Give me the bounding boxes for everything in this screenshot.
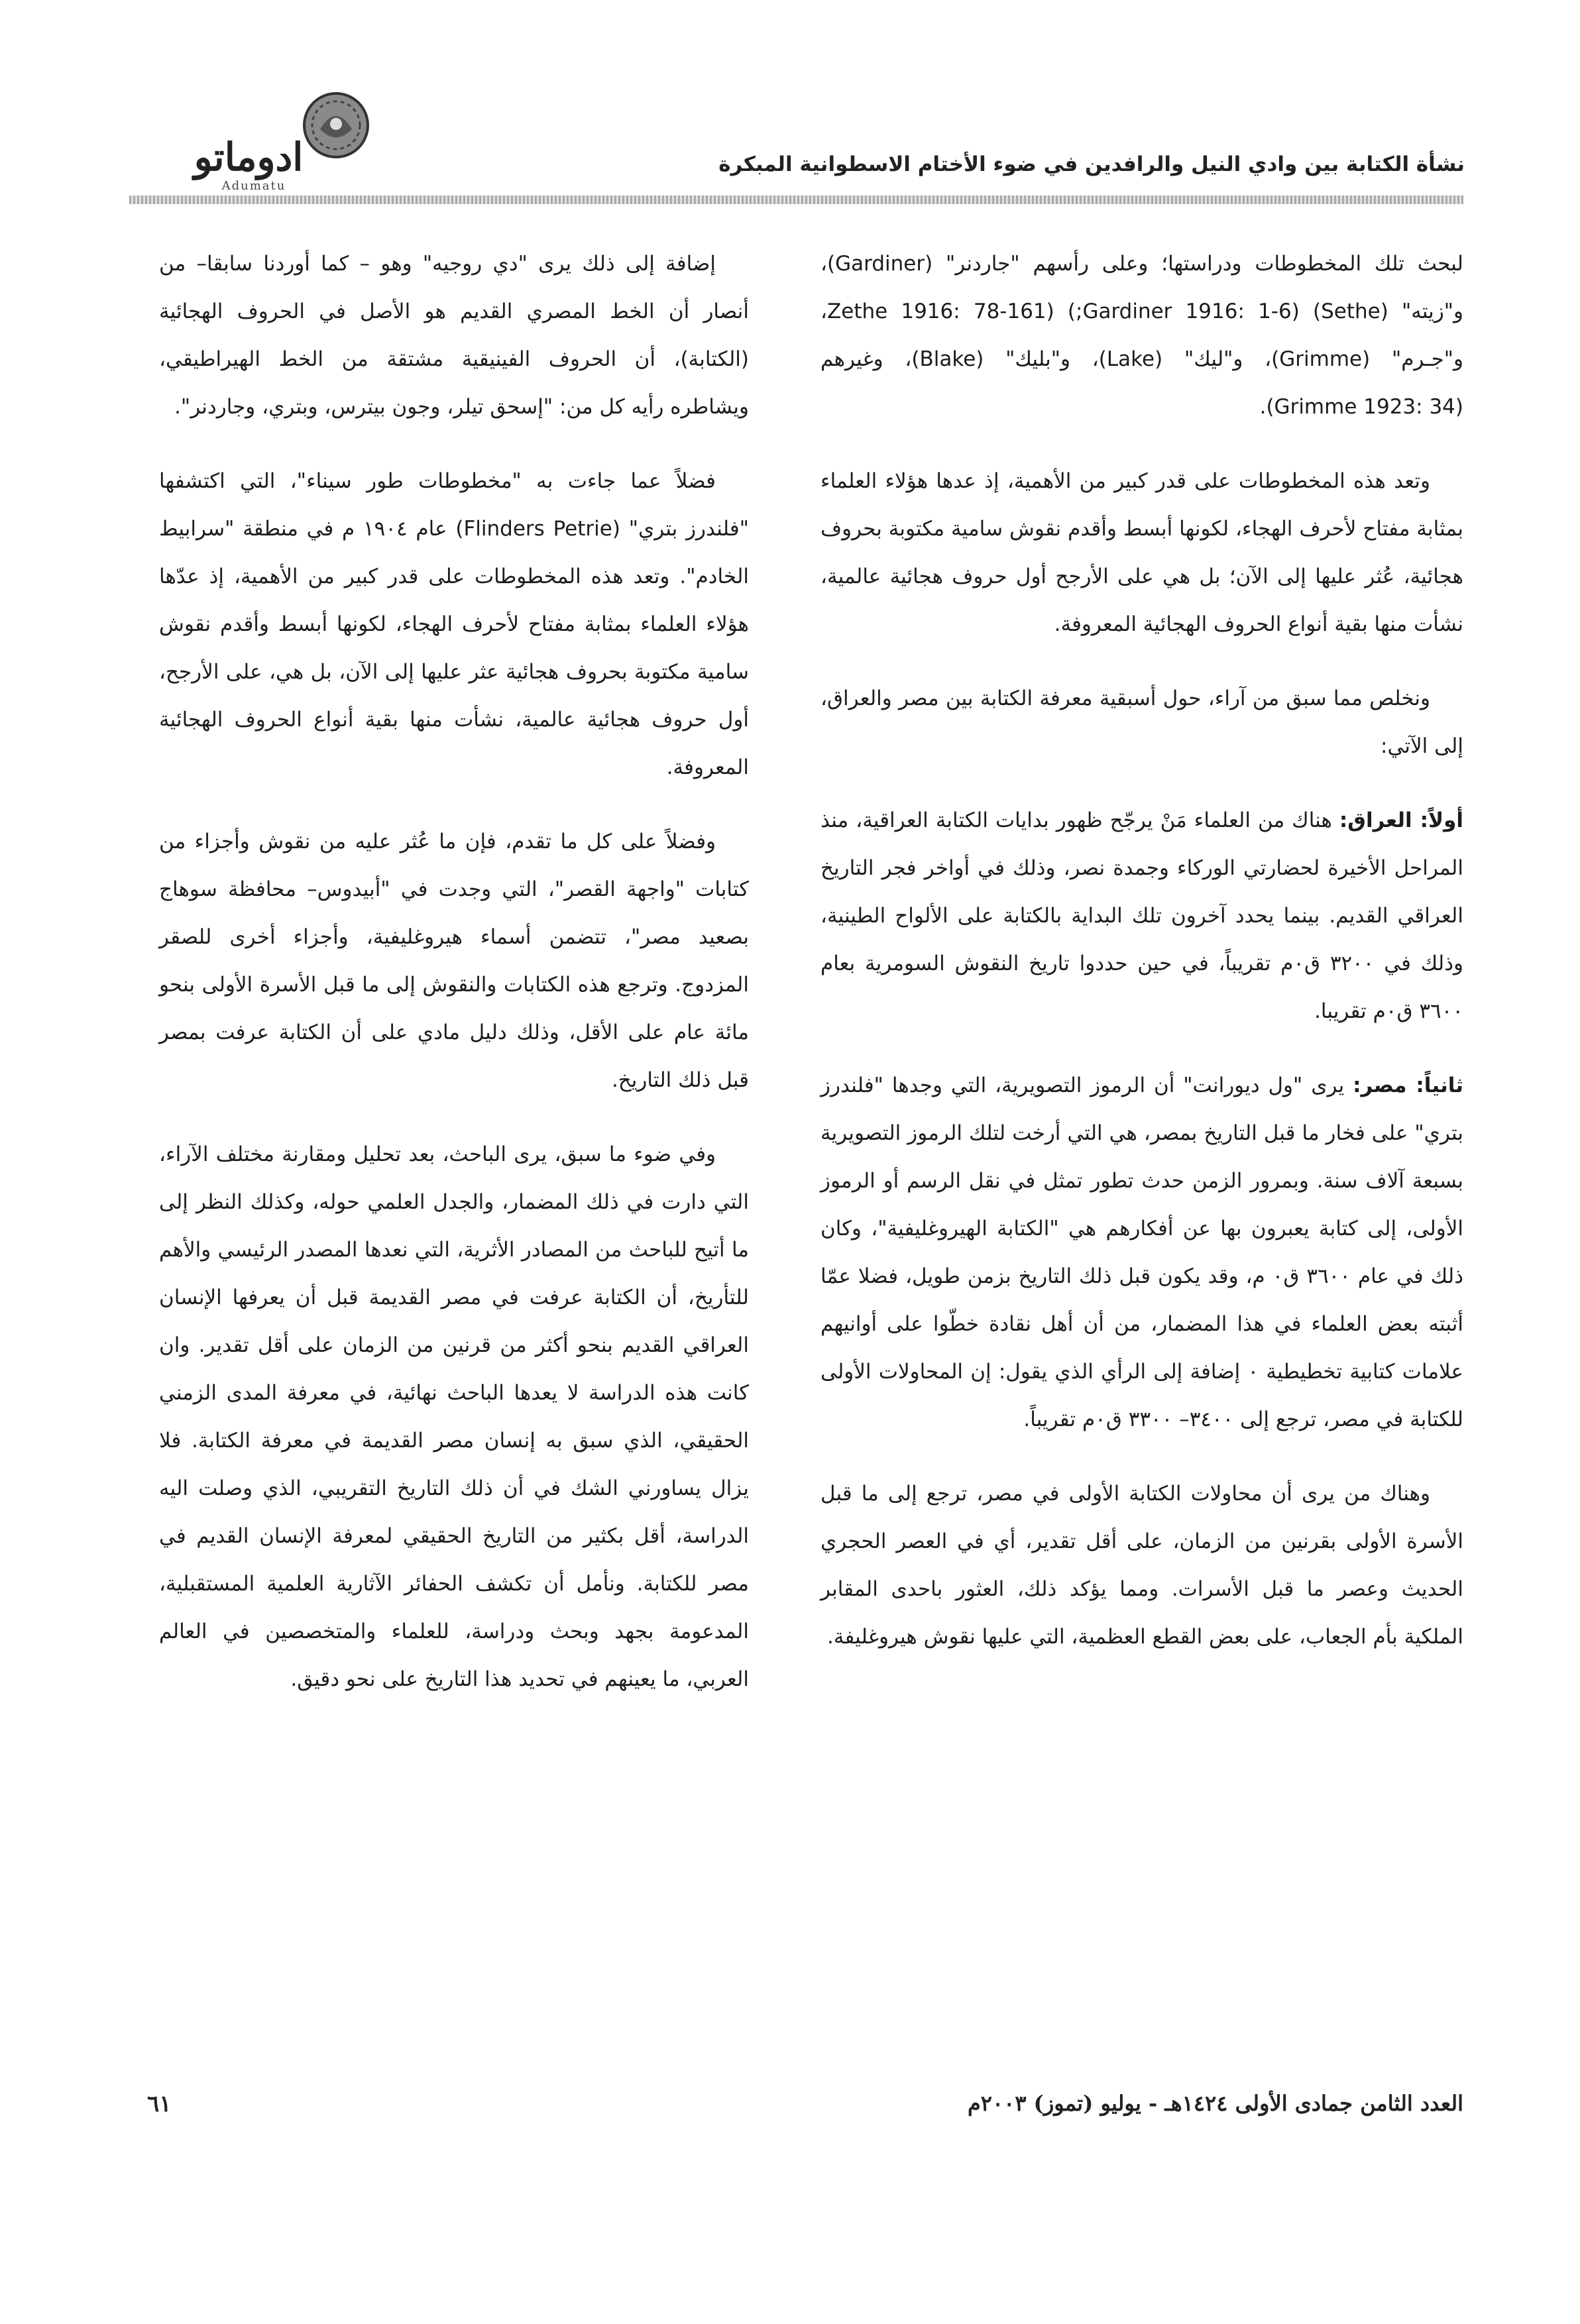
paragraph: وهناك من يرى أن محاولات الكتابة الأولى في مصر، ترجع إلى ما قبل الأسرة الأولى بقرنين من الزمان، على أقل تقدير، أي في العصر الحجري الحديث وعصر ما قبل الأسرات. ومما يؤكد ذلك، العثور باحدى المقابر الملكية بأم الجعاب، على بعض القطع العظمية، التي عليها نقوش هيروغليفة. [820,1482,1463,1649]
right-column [820,240,1463,1687]
logo-wordmark: ادوماتو [194,135,304,180]
paragraph: فضلاً عما جاءت به "مخطوطات طور سيناء"، التي اكتشفها "فلندرز بتري" (Flinders Petrie) عام ١٩٠٤ م في منطقة "سرابيط الخادم". وتعد هذه المخطوطات على قدر كبير من الأهمية، إذ عدّها هؤلاء العلماء بمثابة مفتاح لأحرف الهجاء، لكونها أبسط وأقدم نقوش سامية مكتوبة بحروف هجائية عثر عليها إلى الآن، بل هي، على الأرجح، أول حروف هجائية عالمية، نشأت منها بقية أنواع الحروف الهجائية المعروفة. [159,469,749,779]
paragraph-text: هناك من العلماء مَنْ يرجّح ظهور بدايات الكتابة العراقية، منذ المراحل الأخيرة لحضارتي الوركاء وجمدة نصر، وذلك في أواخر فجر التاريخ العراقي القديم. بينما يحدد آخرون تلك البداية بالكتابة على الألواح الطينية، وذلك في ٣٢٠٠ ق٠م تقريباً، في حين حددوا تاريخ النقوش السومرية بعام ٣٦٠٠ ق٠م تقريبا. [820,808,1463,1023]
page-number: ٦١ [147,2091,172,2117]
seal-icon [300,89,372,161]
paragraph-text: يرى "ول ديورانت" أن الرموز التصويرية، التي وجدها "فلندرز بتري" على فخار ما قبل التاريخ بمصر، هي التي أرخت لتلك الرموز التصويرية بسبعة آلاف سنة. وبمرور الزمن حدث تطور تمثل في نقل الرسم أو الرموز الأولى، إلى كتابة يعبرون بها عن أفكارهم هي "الكتابة الهيروغليفية"، وكان ذلك في عام ٣٦٠٠ ق٠ م، وقد يكون قبل ذلك التاريخ بزمن طويل، فضلا عمّا أثبته بعض العلماء في هذا المضمار، من أن أهل نقادة خطّوا على أوانيهم علامات كتابية تخطيطية ٠ إضافة إلى الرأي الذي يقول: إن المحاولات الأولى للكتابة في مصر، ترجع إلى ٣٤٠٠– ٣٣٠٠ ق٠م تقريباً. [820,1074,1463,1431]
running-title: نشأة الكتابة بين وادي النيل والرافدين في ضوء الأختام الاسطوانية المبكرة [718,152,1465,176]
paragraph-iraq [820,797,1463,1035]
header-rule [129,195,1463,204]
paragraph-lead: ثانياً: مصر: [1353,1074,1464,1097]
journal-logo [189,70,355,193]
paragraph: لبحث تلك المخطوطات ودراستها؛ وعلى رأسهم "جاردنر" (Gardiner)، و"زيته" (Sethe) (Gardiner 1916: 1-6;) (Zethe 1916: 78-161، و"جـرم" (Grimme)، و"ليك" (Lake)، و"بليك" (Blake)، وغيرهم (Grimme 1923: 34). [820,252,1464,419]
logo-latin-name: Adumatu [221,179,286,193]
paragraph-lead: أولاً: العراق: [1339,808,1463,832]
paragraph-egypt [820,1062,1463,1443]
issue-info: العدد الثامن جمادى الأولى ١٤٢٤هـ - يوليو (تموز) ٢٠٠٣م [967,2091,1463,2116]
paragraph: ونخلص مما سبق من آراء، حول أسبقية معرفة الكتابة بين مصر والعراق، إلى الآتي: [820,687,1463,758]
paragraph: إضافة إلى ذلك يرى "دي روجيه" وهو – كما أوردنا سابقا– من أنصار أن الخط المصري القديم هو الأصل في الحروف الهجائية (الكتابة)، أن الحروف الفينيقية مشتقة من الخط الهيراطيقي، ويشاطره رأيه كل من: "إسحق تيلر، وجون بيترس، وبتري، وجاردنر". [159,252,749,419]
paragraph: وفضلاً على كل ما تقدم، فإن ما عُثر عليه من نقوش وأجزاء من كتابات "واجهة القصر"، التي وجدت في "أبيدوس– محافظة سوهاج بصعيد مصر"، تتضمن أسماء هيروغليفية، وأجزاء أخرى للصقر المزدوج. وترجع هذه الكتابات والنقوش إلى ما قبل الأسرة الأولى بنحو مائة عام على الأقل، وذلك دليل مادي على أن الكتابة عرفت بمصر قبل ذلك التاريخ. [159,830,749,1092]
paragraph: وتعد هذه المخطوطات على قدر كبير من الأهمية، إذ عدها هؤلاء العلماء بمثابة مفتاح لأحرف الهجاء، لكونها أبسط وأقدم نقوش سامية مكتوبة بحروف هجائية، عُثر عليها إلى الآن؛ بل هي على الأرجح أول حروف هجائية عالمية، نشأت منها بقية أنواع الحروف الهجائية المعروفة. [820,469,1463,636]
paragraph: وفي ضوء ما سبق، يرى الباحث، بعد تحليل ومقارنة مختلف الآراء، التي دارت في ذلك المضمار، والجدل العلمي حوله، وكذلك النظر إلى ما أتيح للباحث من المصادر الأثرية، التي نعدها المصدر الرئيسي والأهم للتأريخ، أن الكتابة عرفت في مصر القديمة قبل أن يعرفها الإنسان العراقي القديم بنحو أكثر من قرنين من الزمان على أقل تقدير. وان كانت هذه الدراسة لا يعدها الباحث نهائية، في معرفة المدى الزمني الحقيقي، الذي سبق به إنسان مصر القديمة في معرفة الكتابة. فلا يزال يساورني الشك في أن ذلك التاريخ التقريبي، الذي وصلت اليه الدراسة، أقل بكثير من التاريخ الحقيقي لمعرفة الإنسان القديم في مصر للكتابة. ونأمل أن تكشف الحفائر الآثارية العلمية المستقبلية، المدعومة بجهد وبحث ودراسة، للعلماء والمتخصصين في العالم العربي، ما يعينهم في تحديد هذا التاريخ على نحو دقيق. [159,1142,749,1691]
left-column [159,240,749,1730]
